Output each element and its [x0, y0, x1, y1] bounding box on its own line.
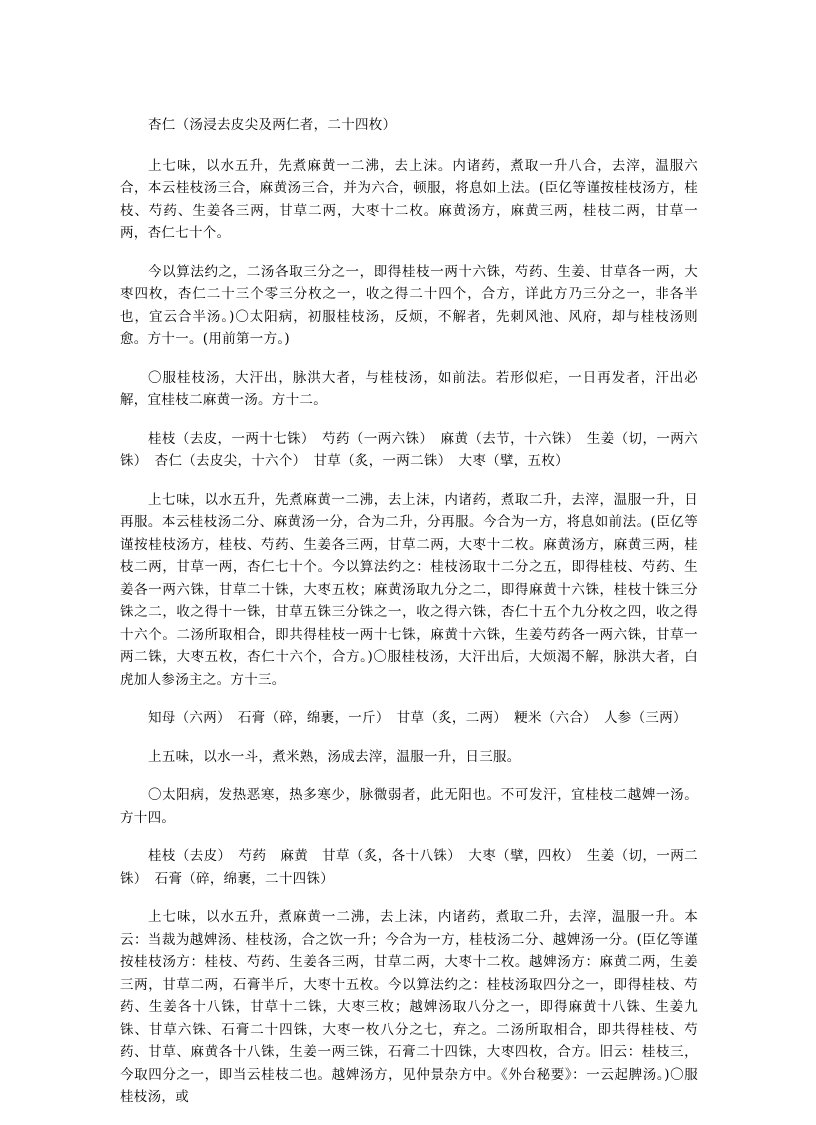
paragraph-decoction-method-12: 上七味，以水五升，先煮麻黄一二沸，去上沫，内诸药，煮取二升，去滓，温服一升，日再服。本云桂枝汤二分、麻黄汤一分，合为二升，分再服。今合为一方，将息如前法。(臣亿等谨按桂枝汤方，桂枝、芍药、生姜各三两，甘草二两，大枣十二枚。麻黄汤方，麻黄三两，桂枝二两，甘草一两，杏仁七十个。今以算法约之：桂枝汤取十二分之五，即得桂枝、芍药、生姜各一两六铢，甘草二十铢，大枣五枚；麻黄汤取九分之二，即得麻黄十六铢，桂枝十铢三分铢之二，收之得十一铢，甘草五铢三分铢之一，收之得六铢，杏仁十五个九分枚之四，收之得十六个。二汤所取相合，即共得桂枝一两十七铢，麻黄十六铢，生姜芍药各一两六铢，甘草一两二铢，大枣五枚，杏仁十六个，合方。)〇服桂枝汤，大汗出后，大烦渴不解，脉洪大者，白虎加人参汤主之。方十三。 — [120, 491, 698, 688]
paragraph-ingredients-12: 桂枝（去皮，一两十七铢） 芍药（一两六铢） 麻黄（去节，十六铢） 生姜（切，一两六铢） 杏仁（去皮尖，十六个） 甘草（炙，一两二铢） 大枣（擘，五枚） — [120, 430, 698, 469]
paragraph-clause-12: 〇服桂枝汤，大汗出，脉洪大者，与桂枝汤，如前法。若形似疟，一日再发者，汗出必解，宜桂枝二麻黄一汤。方十二。 — [120, 369, 698, 408]
paragraph-ingredients-13: 知母（六两） 石膏（碎，绵裹，一斤） 甘草（炙，二两） 粳米（六合） 人参（三两） — [148, 710, 687, 726]
paragraph-decoction-method-1: 上七味，以水五升，先煮麻黄一二沸，去上沫。内诸药，煮取一升八合，去滓，温服六合，本云桂枝汤三合，麻黄汤三合，并为六合，顿服，将息如上法。(臣亿等谨按桂枝汤方，桂枝、芍药、生姜各三两，甘草二两，大枣十二枚。麻黄汤方，麻黄三两，桂枝二两，甘草一两，杏仁七十个。 — [120, 157, 698, 241]
paragraph-clause-14: 〇太阳病，发热恶寒，热多寒少，脉微弱者，此无阳也。不可发汗，宜桂枝二越婢一汤。方十四。 — [120, 787, 698, 826]
paragraph-decoction-method-14: 上七味，以水五升，煮麻黄一二沸，去上沫，内诸药，煮取二升，去滓，温服一升。本云：当裁为越婢汤、桂枝汤，合之饮一升；今合为一方，桂枝汤二分、越婢汤一分。(臣亿等谨按桂枝汤方：桂枝、芍药、生姜各三两，甘草二两，大枣十二枚。越婢汤方：麻黄二两，生姜三两，甘草二两，石膏半斤，大枣十五枚。今以算法约之：桂枝汤取四分之一，即得桂枝、芍药、生姜各十八铢，甘草十二铢，大枣三枚；越婢汤取八分之一，即得麻黄十八铢、生姜九铢、甘草六铢、石膏二十四铢，大枣一枚八分之七，弃之。二汤所取相合，即共得桂枝、芍药、甘草、麻黄各十八铢，生姜一两三铢，石膏二十四铢，大枣四枚，合方。旧云：桂枝三，今取四分之一，即当云桂枝二也。越婢汤方，见仲景杂方中。《外台秘要》：一云起脾汤。)〇服桂枝汤，或 — [120, 909, 698, 1105]
paragraph-decoction-method-13: 上五味，以水一斗，煮米熟，汤成去滓，温服一升，日三服。 — [148, 748, 521, 765]
paragraph-apricot-kernel: 杏仁（汤浸去皮尖及两仁者，二十四枚） — [148, 117, 397, 133]
paragraph-calculation-note-1: 今以算法约之，二汤各取三分之一，即得桂枝一两十六铢，芍药、生姜、甘草各一两，大枣四枚，杏仁二十三个零三分枚之一，收之得二十四个，合方，详此方乃三分之一，非各半也，宜云合半汤。)〇太阳病，初服桂枝汤，反烦，不解者，先刺风池、风府，却与桂枝汤则愈。方十一。(用前第一方。) — [120, 263, 698, 347]
document-page — [120, 114, 698, 1125]
paragraph-ingredients-14: 桂枝（去皮） 芍药 麻黄 甘草（炙，各十八铢） 大枣（擘，四枚） 生姜（切，一两二铢） 石膏（碎，绵裹，二十四铢） — [120, 848, 698, 887]
